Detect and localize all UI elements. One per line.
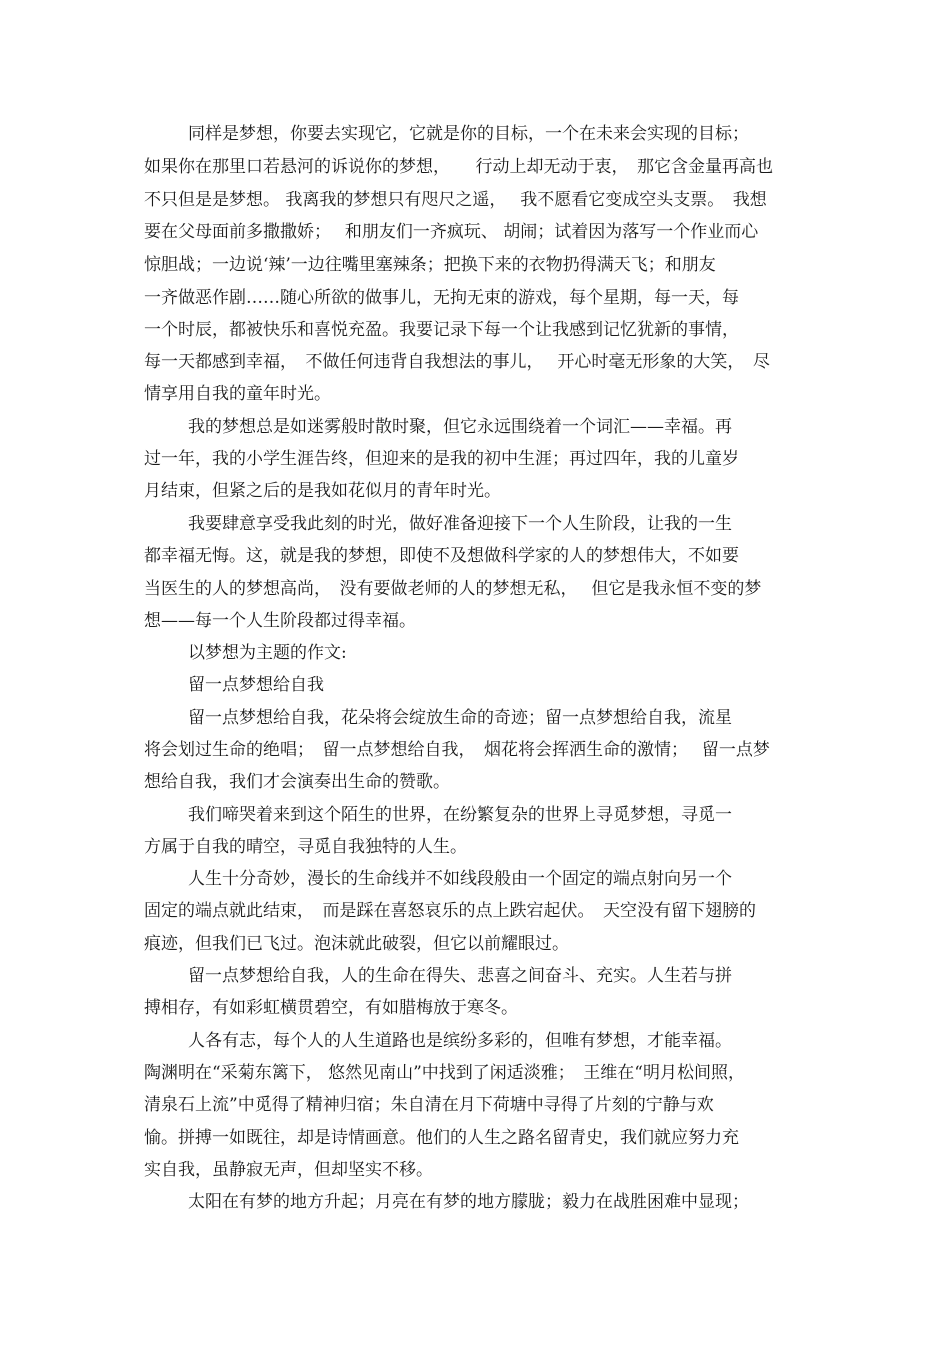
text-line: 每一天都感到幸福， 不做任何违背自我想法的事儿， 开心时毫无形象的大笑， 尽: [144, 352, 770, 372]
text-line: 将会划过生命的绝唱； 留一点梦想给自我， 烟花将会挥洒生命的激情； 留一点梦: [144, 740, 770, 760]
text-line: 如果你在那里口若悬河的诉说你的梦想， 行动上却无动于衷， 那它含金量再高也: [144, 157, 773, 177]
text-line: 不只但是是梦想。 我离我的梦想只有咫尺之遥， 我不愿看它变成空头支票。 我想: [144, 190, 767, 210]
text-line: 惊胆战；一边说‘辣’一边往嘴里塞辣条；把换下来的衣物扔得满天飞；和朋友: [144, 255, 716, 275]
text-line: 愉。拼搏一如既往，却是诗情画意。他们的人生之路名留青史，我们就应努力充: [144, 1128, 739, 1148]
text-line: 陶渊明在“采菊东篱下， 悠然见南山”中找到了闲适淡雅； 王维在“明月松间照，: [144, 1063, 745, 1083]
text-line: 搏相存，有如彩虹横贯碧空，有如腊梅放于寒冬。: [144, 998, 518, 1018]
text-line: 留一点梦想给自我，人的生命在得失、悲喜之间奋斗、充实。人生若与拼: [188, 966, 732, 986]
text-line: 想给自我，我们才会演奏出生命的赞歌。: [144, 772, 450, 792]
text-line: 我要肆意享受我此刻的时光，做好准备迎接下一个人生阶段，让我的一生: [188, 514, 732, 534]
text-line: 实自我，虽静寂无声，但却坚实不移。: [144, 1160, 433, 1180]
text-line: 一个时辰，都被快乐和喜悦充盈。我要记录下每一个让我感到记忆犹新的事情，: [144, 320, 739, 340]
text-line: 情享用自我的童年时光。: [144, 384, 331, 404]
text-line: 留一点梦想给自我，花朵将会绽放生命的奇迹；留一点梦想给自我，流星: [188, 708, 732, 728]
text-line: 我们啼哭着来到这个陌生的世界，在纷繁复杂的世界上寻觅梦想，寻觅一: [188, 805, 732, 825]
text-line: 我的梦想总是如迷雾般时散时聚，但它永远围绕着一个词汇——幸福。再: [188, 417, 732, 437]
text-line: 方属于自我的晴空，寻觅自我独特的人生。: [144, 837, 467, 857]
text-line: 同样是梦想，你要去实现它，它就是你的目标，一个在未来会实现的目标；: [188, 124, 749, 144]
text-line: 人各有志，每个人的人生道路也是缤纷多彩的，但唯有梦想，才能幸福。: [188, 1031, 732, 1051]
text-line: 人生十分奇妙，漫长的生命线并不如线段般由一个固定的端点射向另一个: [188, 869, 732, 889]
text-line: 都幸福无悔。这，就是我的梦想，即使不及想做科学家的人的梦想伟大，不如要: [144, 546, 739, 566]
text-line: 要在父母面前多撒撒娇； 和朋友们一齐疯玩、 胡闹；试着因为落写一个作业而心: [144, 222, 759, 242]
text-line: 过一年，我的小学生涯告终，但迎来的是我的初中生涯；再过四年，我的儿童岁: [144, 449, 739, 469]
text-line: 当医生的人的梦想高尚， 没有要做老师的人的梦想无私， 但它是我永恒不变的梦: [144, 579, 762, 599]
text-line: 痕迹，但我们已飞过。泡沫就此破裂，但它以前耀眼过。: [144, 934, 569, 954]
text-line: 固定的端点就此结束， 而是踩在喜怒哀乐的点上跌宕起伏。 天空没有留下翅膀的: [144, 901, 756, 921]
text-line: 月结束，但紧之后的是我如花似月的青年时光。: [144, 481, 501, 501]
essay-title: 留一点梦想给自我: [188, 675, 324, 695]
text-line: 想——每一个人生阶段都过得幸福。: [144, 611, 416, 631]
text-line: 清泉石上流”中觅得了精神归宿；朱自清在月下荷塘中寻得了片刻的宁静与欢: [144, 1095, 714, 1115]
text-line: 太阳在有梦的地方升起；月亮在有梦的地方朦胧；毅力在战胜困难中显现；: [188, 1192, 749, 1212]
text-line: 一齐做恶作剧……随心所欲的做事儿，无拘无束的游戏，每个星期，每一天，每: [144, 288, 739, 308]
section-label: 以梦想为主题的作文:: [188, 643, 347, 663]
